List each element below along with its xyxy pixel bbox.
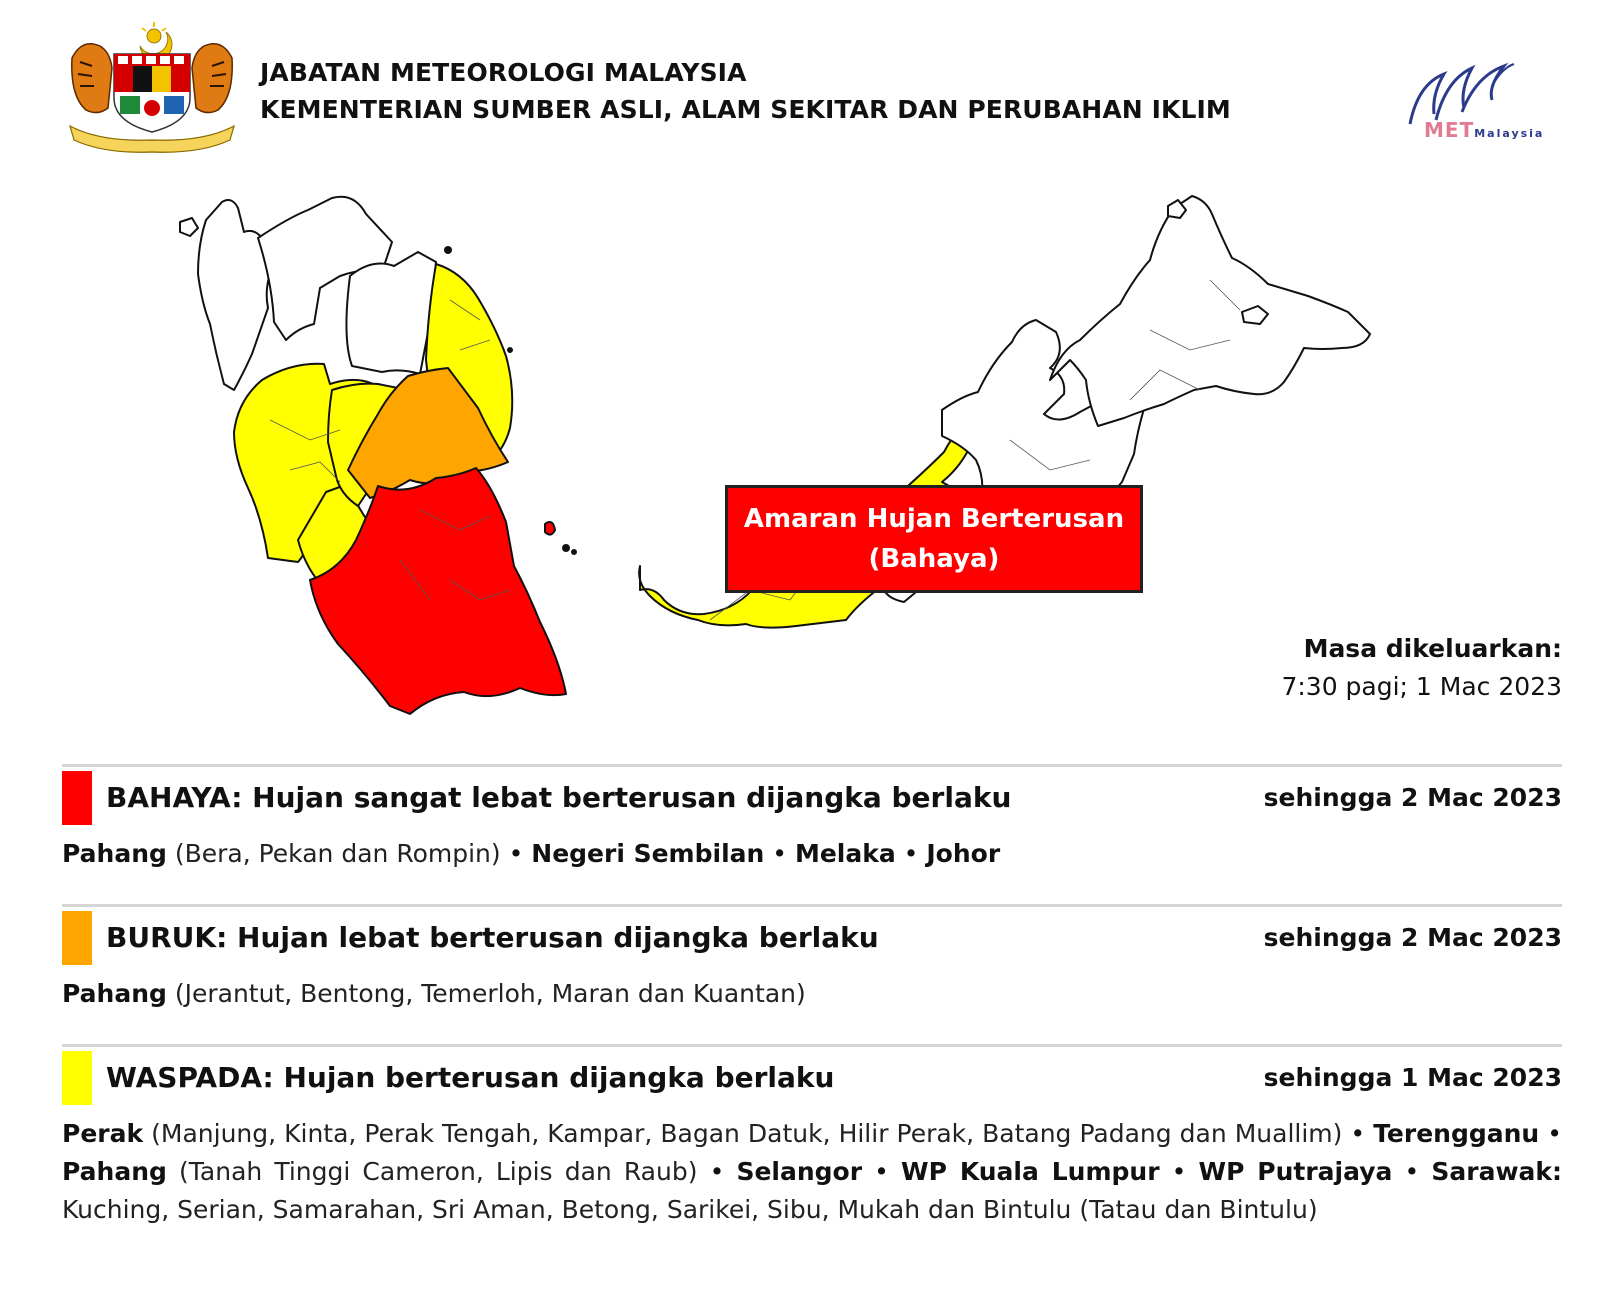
agency-block xyxy=(260,54,1231,128)
level-areas xyxy=(62,975,1562,1013)
area-name: Sarawak: xyxy=(1431,1157,1563,1186)
agency-name: JABATAN METEOROLOGI MALAYSIA xyxy=(260,58,747,87)
area-name: Melaka xyxy=(794,839,896,868)
level-areas: Pahang (Bera, Pekan dan Rompin) • Negeri Sembilan • Melaka • Johor xyxy=(62,839,1001,868)
area-name: Selangor xyxy=(736,1157,863,1186)
level-buruk xyxy=(62,904,1562,1013)
level-header xyxy=(62,911,1562,967)
level-until: sehingga 2 Mac 2023 xyxy=(1263,783,1562,812)
level-bahaya xyxy=(62,764,1562,873)
area-name: WP Kuala Lumpur xyxy=(901,1157,1160,1186)
divider xyxy=(62,764,1562,767)
ministry-name: KEMENTERIAN SUMBER ASLI, ALAM SEKITAR DAN PERUBAHAN IKLIM xyxy=(260,95,1231,124)
bahaya-swatch xyxy=(62,771,92,825)
area-detail: (Jerantut, Bentong, Temerloh, Maran dan Kuantan) xyxy=(174,979,806,1008)
malaysia-map xyxy=(150,180,1450,720)
region-sabah xyxy=(1050,196,1370,426)
warning-title-box xyxy=(725,485,1143,593)
level-areas: Perak (Manjung, Kinta, Perak Tengah, Kampar, Bagan Datuk, Hilir Perak, Batang Padang dan Muallim) • Terengganu • Pahang (Tanah Tinggi Cameron, Lipis dan Raub) • Selangor • WP Kuala Lumpur • WP Putrajaya • Sarawak: Kuching, Serian, Samarahan, Sri Aman, Betong, Sarikei, Sibu, Mukah dan Bintulu (Tatau dan Bintulu) xyxy=(62,1119,1563,1224)
met-malaysia-wordmark xyxy=(1424,118,1544,142)
level-title: BURUK: Hujan lebat berterusan dijangka berlaku xyxy=(106,921,879,954)
area-name: Perak xyxy=(62,1119,144,1148)
area-detail: (Manjung, Kinta, Perak Tengah, Kampar, Bagan Datuk, Hilir Perak, Batang Padang dan Muallim) xyxy=(151,1119,1343,1148)
divider xyxy=(62,1044,1562,1047)
area-detail: (Tanah Tinggi Cameron, Lipis dan Raub) xyxy=(179,1157,698,1186)
level-until: sehingga 1 Mac 2023 xyxy=(1263,1063,1562,1092)
warning-map xyxy=(150,180,1450,720)
level-waspada xyxy=(62,1044,1562,1229)
region-kelantan xyxy=(346,252,436,374)
area-name: Terengganu xyxy=(1373,1119,1540,1148)
issued-time xyxy=(1281,630,1562,706)
area-name: Pahang xyxy=(62,979,167,1008)
area-detail: (Bera, Pekan dan Rompin) xyxy=(174,839,501,868)
coat-of-arms-icon xyxy=(62,18,242,153)
waspada-swatch xyxy=(62,1051,92,1105)
issued-label: Masa dikeluarkan: xyxy=(1303,634,1562,663)
area-name: WP Putrajaya xyxy=(1198,1157,1393,1186)
divider xyxy=(62,904,1562,907)
met-wordmark: MET xyxy=(1424,118,1475,142)
buruk-swatch xyxy=(62,911,92,965)
level-until: sehingga 2 Mac 2023 xyxy=(1263,923,1562,952)
area-name: Pahang xyxy=(62,839,167,868)
page-header xyxy=(62,18,1562,158)
area-detail: Kuching, Serian, Samarahan, Sri Aman, Betong, Sarikei, Sibu, Mukah dan Bintulu (Tatau dan Bintulu) xyxy=(62,1195,1318,1224)
issued-value: 7:30 pagi; 1 Mac 2023 xyxy=(1281,672,1562,701)
region-northwest xyxy=(198,200,272,390)
area-name: Pahang xyxy=(62,1157,167,1186)
warning-title-line2: (Bahaya) xyxy=(868,544,1000,574)
warning-title-line1: Amaran Hujan Berterusan xyxy=(743,504,1125,534)
level-title: WASPADA: Hujan berterusan dijangka berlaku xyxy=(106,1061,835,1094)
level-header xyxy=(62,1051,1562,1107)
level-header xyxy=(62,771,1562,827)
malaysia-wordmark: Malaysia xyxy=(1474,127,1545,140)
area-name: Negeri Sembilan xyxy=(531,839,765,868)
area-name: Johor xyxy=(926,839,1001,868)
level-title: BAHAYA: Hujan sangat lebat berterusan dijangka berlaku xyxy=(106,781,1012,814)
